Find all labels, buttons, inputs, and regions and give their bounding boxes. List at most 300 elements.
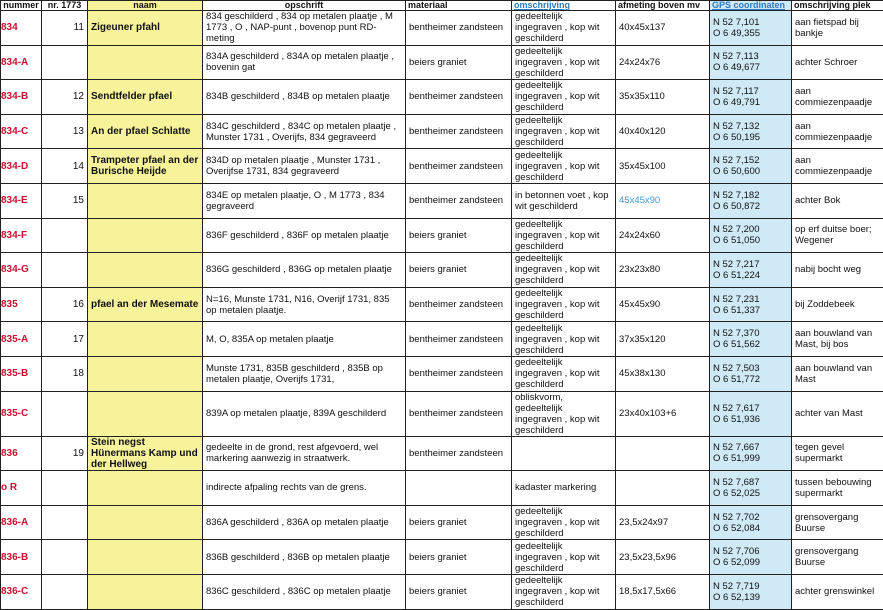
cell-afmeting-text: 35x45x100 [619,161,665,172]
cell-afmeting-text: 23,5x24x97 [619,517,668,528]
cell-afmeting [616,322,710,357]
cell-materiaal-text: bentheimer zandsteen [409,161,503,172]
cell-nummer-text: 836-B [1,552,28,563]
cell-gps [710,114,792,149]
cell-materiaal [406,253,512,288]
gps-east: O 6 51,337 [713,305,788,316]
gps-north: N 52 7,132 [713,121,788,132]
cell-opschrift [203,574,406,609]
cell-naam [88,540,203,575]
cell-omschrijving-plek-text: achter Schroer [795,57,857,68]
cell-afmeting [616,574,710,609]
cell-naam [88,505,203,540]
cell-afmeting-text: 23,5x23,5x96 [619,552,676,563]
cell-opschrift [203,80,406,115]
cell-omschrijving-text: gedeeltelijk ingegraven , kop wit geschilderd [515,253,600,286]
cell-omschrijving-text: gedeeltelijk ingegraven , kop wit geschilderd [515,80,600,113]
cell-afmeting [616,505,710,540]
cell-nr-1773 [42,574,88,609]
gps-north: N 52 7,687 [713,477,788,488]
cell-materiaal [406,114,512,149]
cell-nummer [1,45,42,80]
cell-nr-1773 [42,356,88,391]
cell-gps [710,11,792,46]
cell-omschrijving-plek [792,218,883,253]
cell-naam [88,80,203,115]
cell-opschrift [203,253,406,288]
cell-nummer [1,540,42,575]
cell-afmeting [616,11,710,46]
gps-north: N 52 7,113 [713,51,788,62]
cell-materiaal-text: beiers graniet [409,586,467,597]
gps-east: O 6 49,677 [713,62,788,73]
cell-naam [88,436,203,471]
table-row [1,149,883,184]
cell-nr-1773 [42,218,88,253]
table-row [1,574,883,609]
cell-omschrijving-plek-text: op erf duitse boer; Wegener [795,224,872,246]
cell-naam [88,218,203,253]
cell-nummer-text: 834-B [1,91,28,102]
cell-materiaal [406,149,512,184]
cell-opschrift [203,11,406,46]
cell-materiaal [406,287,512,322]
gps-north: N 52 7,667 [713,442,788,453]
cell-omschrijving-text: obliskvorm, gedeeltelijk ingegraven , kop wit geschilderd [515,392,600,436]
cell-nummer [1,11,42,46]
cell-naam [88,253,203,288]
cell-omschrijving-text: gedeeltelijk ingegraven , kop wit geschilderd [515,219,600,252]
cell-omschrijving [512,218,616,253]
gps-north: N 52 7,702 [713,512,788,523]
cell-omschrijving-plek [792,45,883,80]
cell-omschrijving [512,45,616,80]
table-row [1,218,883,253]
cell-omschrijving-plek-text: aan bouwland van Mast [795,363,872,385]
cell-omschrijving-plek [792,149,883,184]
gps-east: O 6 51,772 [713,374,788,385]
cell-naam [88,471,203,506]
cell-omschrijving [512,80,616,115]
cell-afmeting-text: 45x45x90 [619,299,660,310]
cell-afmeting-text: 45x45x90 [619,195,660,206]
cell-opschrift [203,218,406,253]
cell-gps [710,183,792,218]
cell-omschrijving [512,356,616,391]
cell-nummer [1,218,42,253]
cell-gps [710,574,792,609]
cell-omschrijving-text: gedeeltelijk ingegraven , kop wit geschilderd [515,506,600,539]
cell-materiaal-text: bentheimer zandsteen [409,22,503,33]
cell-omschrijving-plek [792,253,883,288]
header-omschrijving-plek: omschrijving plek [792,1,883,11]
cell-opschrift-text: N=16, Munste 1731, N16, Overijf 1731, 835 op metalen plaatje. [206,294,390,316]
cell-opschrift-text: 834C geschilderd , 834C op metalen plaatje , Munster 1731 , Overijfs, 834 gegraveerd [206,121,396,143]
cell-materiaal [406,11,512,46]
gps-east: O 6 51,562 [713,339,788,350]
cell-naam [88,11,203,46]
cell-materiaal-text: bentheimer zandsteen [409,448,503,459]
cell-omschrijving-plek-text: tegen gevel supermarkt [795,442,844,464]
cell-nummer-text: 834-D [1,161,28,172]
header-afmeting: afmeting boven mv [616,1,710,11]
cell-materiaal [406,574,512,609]
cell-nr-1773 [42,436,88,471]
cell-omschrijving [512,322,616,357]
header-nummer: nummer [1,1,42,11]
cell-omschrijving [512,574,616,609]
table-row [1,183,883,218]
cell-afmeting-text: 23x40x103+6 [619,408,676,419]
cell-omschrijving [512,391,616,436]
header-nr-1773: nr. 1773 [42,1,88,11]
cell-omschrijving [512,505,616,540]
cell-gps [710,45,792,80]
gps-north: N 52 7,200 [713,224,788,235]
cell-nummer [1,356,42,391]
cell-omschrijving [512,287,616,322]
cell-omschrijving-plek [792,11,883,46]
cell-gps [710,287,792,322]
cell-nr-1773-text: 11 [74,22,84,33]
cell-omschrijving-plek [792,287,883,322]
cell-omschrijving [512,253,616,288]
cell-nr-1773-text: 14 [73,161,84,172]
cell-materiaal-text: beiers graniet [409,230,467,241]
cell-afmeting [616,391,710,436]
cell-omschrijving-text: gedeeltelijk ingegraven , kop wit geschilderd [515,115,600,148]
cell-nummer-text: 835-B [1,368,28,379]
cell-naam [88,149,203,184]
cell-gps [710,540,792,575]
cell-materiaal [406,183,512,218]
cell-nummer-text: 834-A [1,57,28,68]
cell-opschrift-text: 836A geschilderd , 836A op metalen plaatje [206,517,389,528]
cell-afmeting-text: 23x23x80 [619,264,660,275]
table-row [1,45,883,80]
cell-nummer [1,574,42,609]
cell-opschrift [203,149,406,184]
cell-gps [710,322,792,357]
cell-omschrijving-text: gedeeltelijk ingegraven , kop wit geschilderd [515,288,600,321]
cell-omschrijving-plek-text: nabij bocht weg [795,264,861,275]
cell-nummer-text: 834-E [1,195,28,206]
gps-east: O 6 51,936 [713,414,788,425]
cell-omschrijving [512,540,616,575]
cell-opschrift-text: 836B geschilderd , 836B op metalen plaatje [206,552,390,563]
cell-naam [88,574,203,609]
cell-opschrift-text: 834D op metalen plaatje , Munster 1731 , Overijfse 1731, 834 gegraveerd [206,155,380,177]
cell-omschrijving-plek-text: grensovergang Buurse [795,512,858,534]
gps-east: O 6 52,099 [713,557,788,568]
cell-nr-1773 [42,471,88,506]
cell-omschrijving-plek [792,540,883,575]
cell-materiaal-text: beiers graniet [409,552,467,563]
gps-east: O 6 52,025 [713,488,788,499]
cell-afmeting-text: 24x24x60 [619,230,660,241]
header-naam: naam [88,1,203,11]
cell-gps [710,218,792,253]
cell-gps [710,471,792,506]
cell-omschrijving-plek [792,391,883,436]
cell-materiaal [406,471,512,506]
cell-nummer-text: 834 [1,22,18,33]
cell-nr-1773 [42,540,88,575]
cell-nr-1773 [42,183,88,218]
cell-gps [710,253,792,288]
cell-omschrijving-plek-text: achter van Mast [795,408,863,419]
cell-omschrijving-text: gedeeltelijk ingegraven , kop wit geschilderd [515,357,600,390]
gps-north: N 52 7,152 [713,155,788,166]
cell-opschrift-text: 836C geschilderd , 836C op metalen plaatje [206,586,391,597]
cell-naam-text: Sendtfelder pfael [91,91,172,102]
cell-materiaal-text: beiers graniet [409,517,467,528]
cell-materiaal-text: bentheimer zandsteen [409,91,503,102]
cell-afmeting [616,356,710,391]
table-row [1,80,883,115]
header-omschrijving: omschrijving [512,1,616,11]
gps-north: N 52 7,370 [713,328,788,339]
gps-east: O 6 51,050 [713,235,788,246]
gps-north: N 52 7,617 [713,403,788,414]
table-row [1,391,883,436]
cell-nummer [1,80,42,115]
gps-north: N 52 7,117 [713,86,788,97]
cell-materiaal [406,356,512,391]
gps-north: N 52 7,719 [713,581,788,592]
cell-nr-1773 [42,505,88,540]
cell-afmeting [616,471,710,506]
cell-naam-text: An der pfael Schlatte [91,126,190,137]
cell-omschrijving [512,114,616,149]
cell-nummer-text: 836-C [1,586,28,597]
cell-nummer-text: 836-A [1,517,28,528]
gps-north: N 52 7,217 [713,259,788,270]
cell-omschrijving-plek [792,322,883,357]
cell-nr-1773-text: 17 [73,334,84,345]
cell-afmeting [616,149,710,184]
gps-north: N 52 7,182 [713,190,788,201]
cell-nummer-text: 836 [1,448,18,459]
cell-afmeting [616,45,710,80]
cell-omschrijving-plek-text: tussen bebouwing supermarkt [795,477,872,499]
table-row [1,505,883,540]
cell-nr-1773 [42,149,88,184]
cell-nr-1773 [42,287,88,322]
cell-materiaal [406,505,512,540]
cell-nr-1773 [42,80,88,115]
cell-opschrift [203,45,406,80]
cell-opschrift-text: M, O, 835A op metalen plaatje [206,334,334,345]
gps-east: O 6 49,791 [713,97,788,108]
cell-naam [88,391,203,436]
cell-omschrijving [512,436,616,471]
cell-naam-text: pfael an der Mesemate [91,299,198,310]
cell-afmeting [616,436,710,471]
cell-opschrift-text: 834E op metalen plaatje, O , M 1773 , 834 gegraveerd [206,190,385,212]
cell-omschrijving [512,11,616,46]
cell-afmeting [616,183,710,218]
cell-naam-text: Trampeter pfael an der Burische Heijde [91,155,198,177]
table-row [1,11,883,46]
cell-nummer-text: 835 [1,299,18,310]
cell-afmeting [616,287,710,322]
cell-materiaal [406,218,512,253]
gps-east: O 6 49,355 [713,28,788,39]
gps-east: O 6 51,999 [713,453,788,464]
cell-naam [88,183,203,218]
cell-omschrijving-plek [792,471,883,506]
cell-omschrijving-text: kadaster markering [515,482,596,493]
cell-afmeting-text: 40x40x120 [619,126,665,137]
cell-omschrijving-plek-text: aan fietspad bij bankje [795,17,859,39]
cell-nummer-text: 834-F [1,230,27,241]
cell-omschrijving-plek-text: bij Zoddebeek [795,299,855,310]
cell-nr-1773 [42,11,88,46]
cell-omschrijving-plek [792,183,883,218]
table-row [1,436,883,471]
cell-materiaal [406,391,512,436]
cell-afmeting [616,114,710,149]
cell-nr-1773 [42,114,88,149]
cell-afmeting [616,80,710,115]
cell-omschrijving [512,149,616,184]
cell-opschrift-text: 836G geschilderd , 836G op metalen plaatje [206,264,392,275]
gps-north: N 52 7,101 [713,17,788,28]
cell-afmeting-text: 24x24x76 [619,57,660,68]
cell-afmeting-text: 37x35x120 [619,334,665,345]
header-gps: GPS coordinaten [710,1,792,11]
cell-nummer [1,183,42,218]
header-row [1,1,883,11]
cell-afmeting-text: 40x45x137 [619,22,665,33]
cell-afmeting [616,253,710,288]
cell-opschrift-text: 834 geschilderd , 834 op metalen plaatje , M 1773 , O , NAP-punt , bovenop punt RD-meting [206,11,393,44]
cell-afmeting [616,218,710,253]
cell-materiaal-text: bentheimer zandsteen [409,368,503,379]
cell-omschrijving-plek [792,356,883,391]
cell-omschrijving-plek-text: achter Bok [795,195,840,206]
table-row [1,471,883,506]
cell-nr-1773-text: 18 [73,368,84,379]
cell-materiaal-text: bentheimer zandsteen [409,195,503,206]
cell-omschrijving-text: gedeeltelijk ingegraven , kop wit geschilderd [515,541,600,574]
cell-materiaal-text: bentheimer zandsteen [409,299,503,310]
gps-north: N 52 7,231 [713,294,788,305]
cell-opschrift [203,114,406,149]
cell-omschrijving-text: in betonnen voet , kop wit geschilderd [515,190,609,212]
gps-east: O 6 50,600 [713,166,788,177]
cell-opschrift [203,471,406,506]
cell-opschrift [203,436,406,471]
cell-nummer [1,436,42,471]
cell-nummer [1,505,42,540]
cell-nummer [1,114,42,149]
cell-gps [710,391,792,436]
cell-nr-1773-text: 12 [73,91,84,102]
cell-materiaal [406,45,512,80]
cell-nummer-text: 834-G [1,264,29,275]
cell-opschrift [203,391,406,436]
cell-nr-1773-text: 15 [73,195,84,206]
cell-omschrijving-plek [792,80,883,115]
cell-materiaal-text: bentheimer zandsteen [409,408,503,419]
cell-nr-1773-text: 13 [73,126,84,137]
cell-gps [710,436,792,471]
cell-opschrift-text: indirecte afpaling rechts van de grens. [206,482,367,493]
cell-naam [88,322,203,357]
cell-opschrift-text: 834A geschilderd , 834A op metalen plaatje , bovenin gat [206,51,394,73]
cell-opschrift [203,322,406,357]
cell-opschrift-text: 836F geschilderd , 836F op metalen plaatje [206,230,389,241]
cell-materiaal [406,322,512,357]
cell-nummer-text: o R [1,482,17,493]
table-row [1,114,883,149]
cell-nummer-text: 834-C [1,126,28,137]
cell-afmeting-text: 18,5x17,5x66 [619,586,676,597]
cell-materiaal [406,436,512,471]
cell-naam [88,356,203,391]
gps-north: N 52 7,503 [713,363,788,374]
cell-omschrijving [512,471,616,506]
cell-afmeting [616,540,710,575]
gps-east: O 6 52,084 [713,523,788,534]
gps-north: N 52 7,706 [713,546,788,557]
gps-east: O 6 52,139 [713,592,788,603]
cell-omschrijving-plek-text: aan commiezenpaadje [795,155,872,177]
cell-nummer-text: 835-A [1,334,28,345]
cell-materiaal-text: beiers graniet [409,57,467,68]
cell-materiaal-text: beiers graniet [409,264,467,275]
table-row [1,322,883,357]
cell-omschrijving [512,183,616,218]
cell-omschrijving-text: gedeeltelijk ingegraven , kop wit geschilderd [515,11,600,44]
cell-omschrijving-plek-text: aan commiezenpaadje [795,86,872,108]
cell-materiaal [406,80,512,115]
gps-east: O 6 50,195 [713,132,788,143]
header-materiaal: materiaal [406,1,512,11]
cell-gps [710,356,792,391]
cell-omschrijving-plek-text: grensovergang Buurse [795,546,858,568]
cell-opschrift [203,183,406,218]
cell-gps [710,505,792,540]
cell-omschrijving-text: gedeeltelijk ingegraven , kop wit geschilderd [515,150,600,183]
header-opschrift: opschrift [203,1,406,11]
table-row [1,287,883,322]
cell-naam-text: Zigeuner pfahl [91,22,160,33]
cell-gps [710,80,792,115]
cell-omschrijving-text: gedeeltelijk ingegraven , kop wit geschilderd [515,575,600,608]
cell-naam [88,287,203,322]
gps-east: O 6 50,872 [713,201,788,212]
cell-nr-1773 [42,391,88,436]
cell-nr-1773 [42,322,88,357]
cell-opschrift-text: 839A op metalen plaatje, 839A geschilderd [206,408,386,419]
cell-opschrift [203,356,406,391]
cell-nummer [1,391,42,436]
table-row [1,356,883,391]
cell-omschrijving-plek [792,436,883,471]
cell-naam-text: Stein negst Hünermans Kamp und der Hellweg [91,437,198,470]
cell-nr-1773-text: 16 [73,299,84,310]
cell-omschrijving-plek [792,505,883,540]
cell-materiaal-text: bentheimer zandsteen [409,126,503,137]
cell-nummer [1,253,42,288]
cell-nr-1773-text: 19 [73,448,84,459]
cell-nummer [1,149,42,184]
cell-omschrijving-text: gedeeltelijk ingegraven , kop wit geschilderd [515,46,600,79]
gps-east: O 6 51,224 [713,270,788,281]
